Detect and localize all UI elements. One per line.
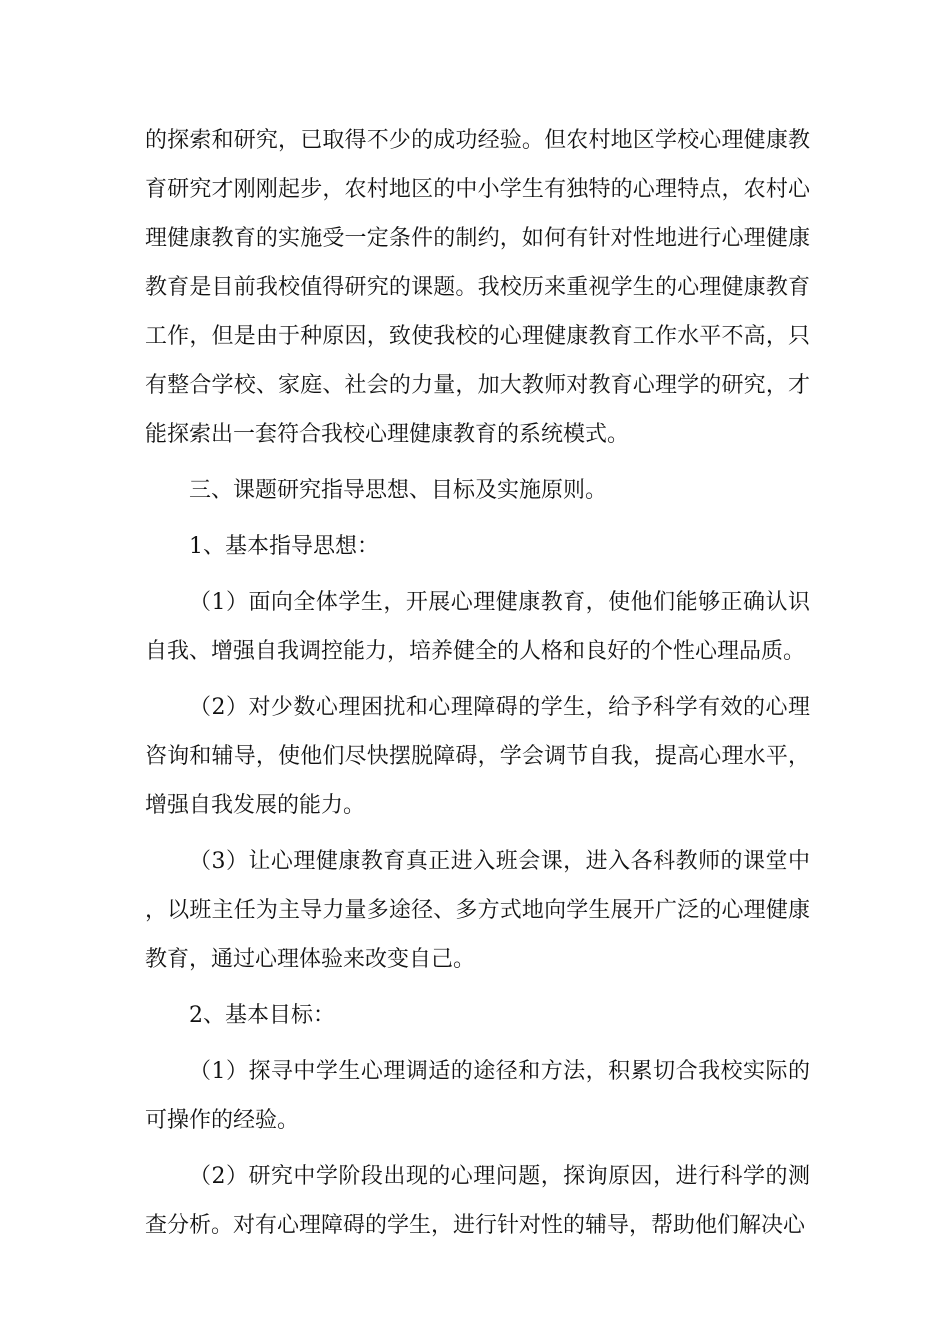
basic-guiding-heading: 1、基本指导思想： xyxy=(189,534,379,559)
goal-item-2: （2）研究中学阶段出现的心理问题，探询原因，进行科学的测查分析。对有心理障碍的学生，进行针对性的辅导，帮助他们解决心 xyxy=(145,1164,810,1238)
paragraph-gap xyxy=(145,984,810,991)
paragraph-gap xyxy=(145,571,810,578)
paragraph-gap xyxy=(145,1040,810,1047)
guiding-item-3: （3）让心理健康教育真正进入班会课，进入各科教师的课堂中，以班主任为主导力量多途径、多方式地向学生展开广泛的心理健康教育，通过心理体验来改变自己。 xyxy=(145,849,810,972)
paragraph-gap xyxy=(145,676,810,683)
paragraph-gap xyxy=(145,459,810,466)
paragraph-gap xyxy=(145,1145,810,1152)
basic-goals-heading: 2、基本目标： xyxy=(189,1003,335,1028)
guiding-item-1: （1）面向全体学生，开展心理健康教育，使他们能够正确认识自我、增强自我调控能力，培养健全的人格和良好的个性心理品质。 xyxy=(145,590,810,664)
paragraph-gap xyxy=(145,515,810,522)
guiding-item-2: （2）对少数心理困扰和心理障碍的学生，给予科学有效的心理咨询和辅导，使他们尽快摆脱障碍，学会调节自我，提高心理水平，增强自我发展的能力。 xyxy=(145,695,810,818)
section-three-heading: 三、课题研究指导思想、目标及实施原则。 xyxy=(189,478,608,503)
goal-item-1: （1）探寻中学生心理调适的途径和方法，积累切合我校实际的可操作的经验。 xyxy=(145,1059,810,1133)
document-body xyxy=(145,116,810,1250)
paragraph-gap xyxy=(145,830,810,837)
paragraph-intro-continued: 的探索和研究，已取得不少的成功经验。但农村地区学校心理健康教育研究才刚刚起步，农村地区的中小学生有独特的心理特点，农村心理健康教育的实施受一定条件的制约，如何有针对性地进行心理健康教育是目前我校值得研究的课题。我校历来重视学生的心理健康教育工作，但是由于种原因，致使我校的心理健康教育工作水平不高，只有整合学校、家庭、社会的力量，加大教师对教育心理学的研究，才能探索出一套符合我校心理健康教育的系统模式。 xyxy=(145,128,810,447)
